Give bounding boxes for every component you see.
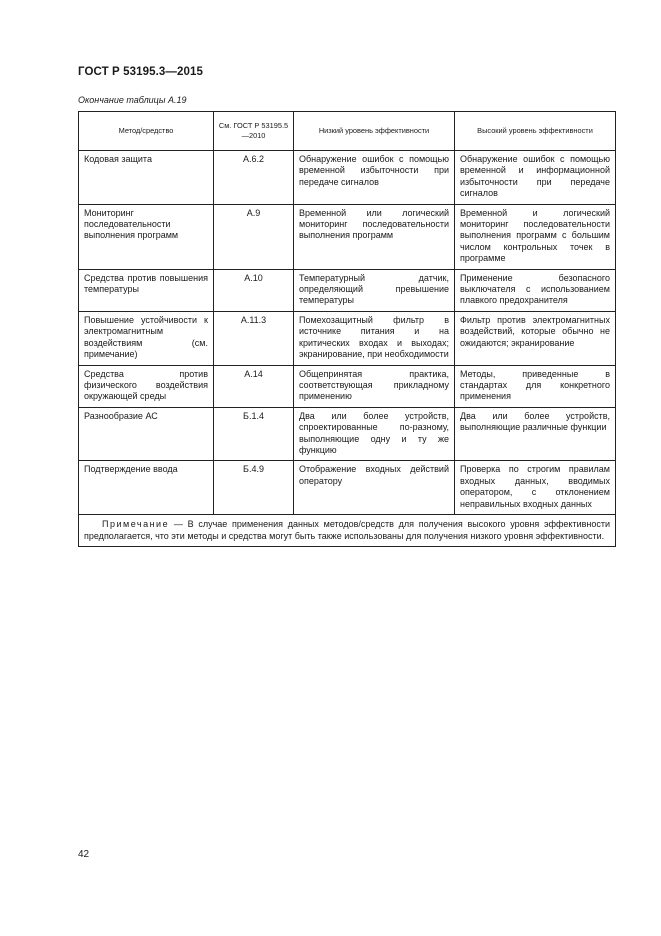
reference-cell: А.9 [214, 204, 294, 269]
note-label: Примечание [102, 518, 170, 529]
reference-cell: А.14 [214, 365, 294, 407]
high-effectiveness-cell: Обнаружение ошибок с помощью временной и информационной избыточности при передаче сигналов [455, 151, 616, 205]
reference-cell: Б.1.4 [214, 407, 294, 461]
method-cell: Средства против повышения температуры [79, 269, 214, 311]
reference-cell: А.10 [214, 269, 294, 311]
column-header-reference: См. ГОСТ Р 53195.5—2010 [214, 112, 294, 151]
low-effectiveness-cell: Общепринятая практика, соответствующая прикладному применению [294, 365, 455, 407]
effectiveness-table [78, 111, 616, 547]
column-header-low-effectiveness: Низкий уровень эффективности [294, 112, 455, 151]
high-effectiveness-cell: Два или более устройств, выполняющие различные функции [455, 407, 616, 461]
table-row [79, 365, 616, 407]
table-row [79, 269, 616, 311]
reference-cell: А.6.2 [214, 151, 294, 205]
document-header: ГОСТ Р 53195.3—2015 [78, 66, 203, 78]
method-cell: Подтверждение ввода [79, 461, 214, 515]
table-caption: Окончание таблицы А.19 [78, 95, 187, 105]
table-note [79, 514, 616, 546]
high-effectiveness-cell: Временной и логический мониторинг последовательности выполнения программ с большим числом контрольных точек в программе [455, 204, 616, 269]
note-text: — В случае применения данных методов/средств для получения высокого уровня эффективности предполагается, что эти методы и средства могут быть также использованы для получения низкого уровня эффективности. [84, 518, 610, 541]
method-cell: Мониторинг последовательности выполнения программ [79, 204, 214, 269]
low-effectiveness-cell: Обнаружение ошибок с помощью временной избыточности при передаче сигналов [294, 151, 455, 205]
column-header-method: Метод/средство [79, 112, 214, 151]
reference-cell: А.11.3 [214, 311, 294, 365]
low-effectiveness-cell: Помехозащитный фильтр в источнике питания и на критических входах и выходах; экранирование, при необходимости [294, 311, 455, 365]
table-row [79, 204, 616, 269]
high-effectiveness-cell: Проверка по строгим правилам входных данных, вводимых оператором, с отклонением неправильных входных данных [455, 461, 616, 515]
table-row [79, 151, 616, 205]
column-header-high-effectiveness: Высокий уровень эффективности [455, 112, 616, 151]
low-effectiveness-cell: Температурный датчик, определяющий превышение температуры [294, 269, 455, 311]
method-cell: Кодовая защита [79, 151, 214, 205]
table-header-row [79, 112, 616, 151]
table-row [79, 407, 616, 461]
method-cell: Разнообразие АС [79, 407, 214, 461]
low-effectiveness-cell: Отображение входных действий оператору [294, 461, 455, 515]
high-effectiveness-cell: Применение безопасного выключателя с использованием плавкого предохранителя [455, 269, 616, 311]
high-effectiveness-cell: Фильтр против электромагнитных воздействий, которые обычно не ожидаются; экранирование [455, 311, 616, 365]
low-effectiveness-cell: Временной или логический мониторинг последовательности выполнения программ [294, 204, 455, 269]
page-number: 42 [78, 849, 90, 860]
low-effectiveness-cell: Два или более устройств, спроектированные по-разному, выполняющие одну и ту же функцию [294, 407, 455, 461]
table-note-row [79, 514, 616, 546]
method-cell: Средства против физического воздействия окружающей среды [79, 365, 214, 407]
reference-cell: Б.4.9 [214, 461, 294, 515]
method-cell: Повышение устойчивости к электромагнитным воздействиям (см. примечание) [79, 311, 214, 365]
table-row [79, 311, 616, 365]
high-effectiveness-cell: Методы, приведенные в стандартах для конкретного применения [455, 365, 616, 407]
table-row [79, 461, 616, 515]
